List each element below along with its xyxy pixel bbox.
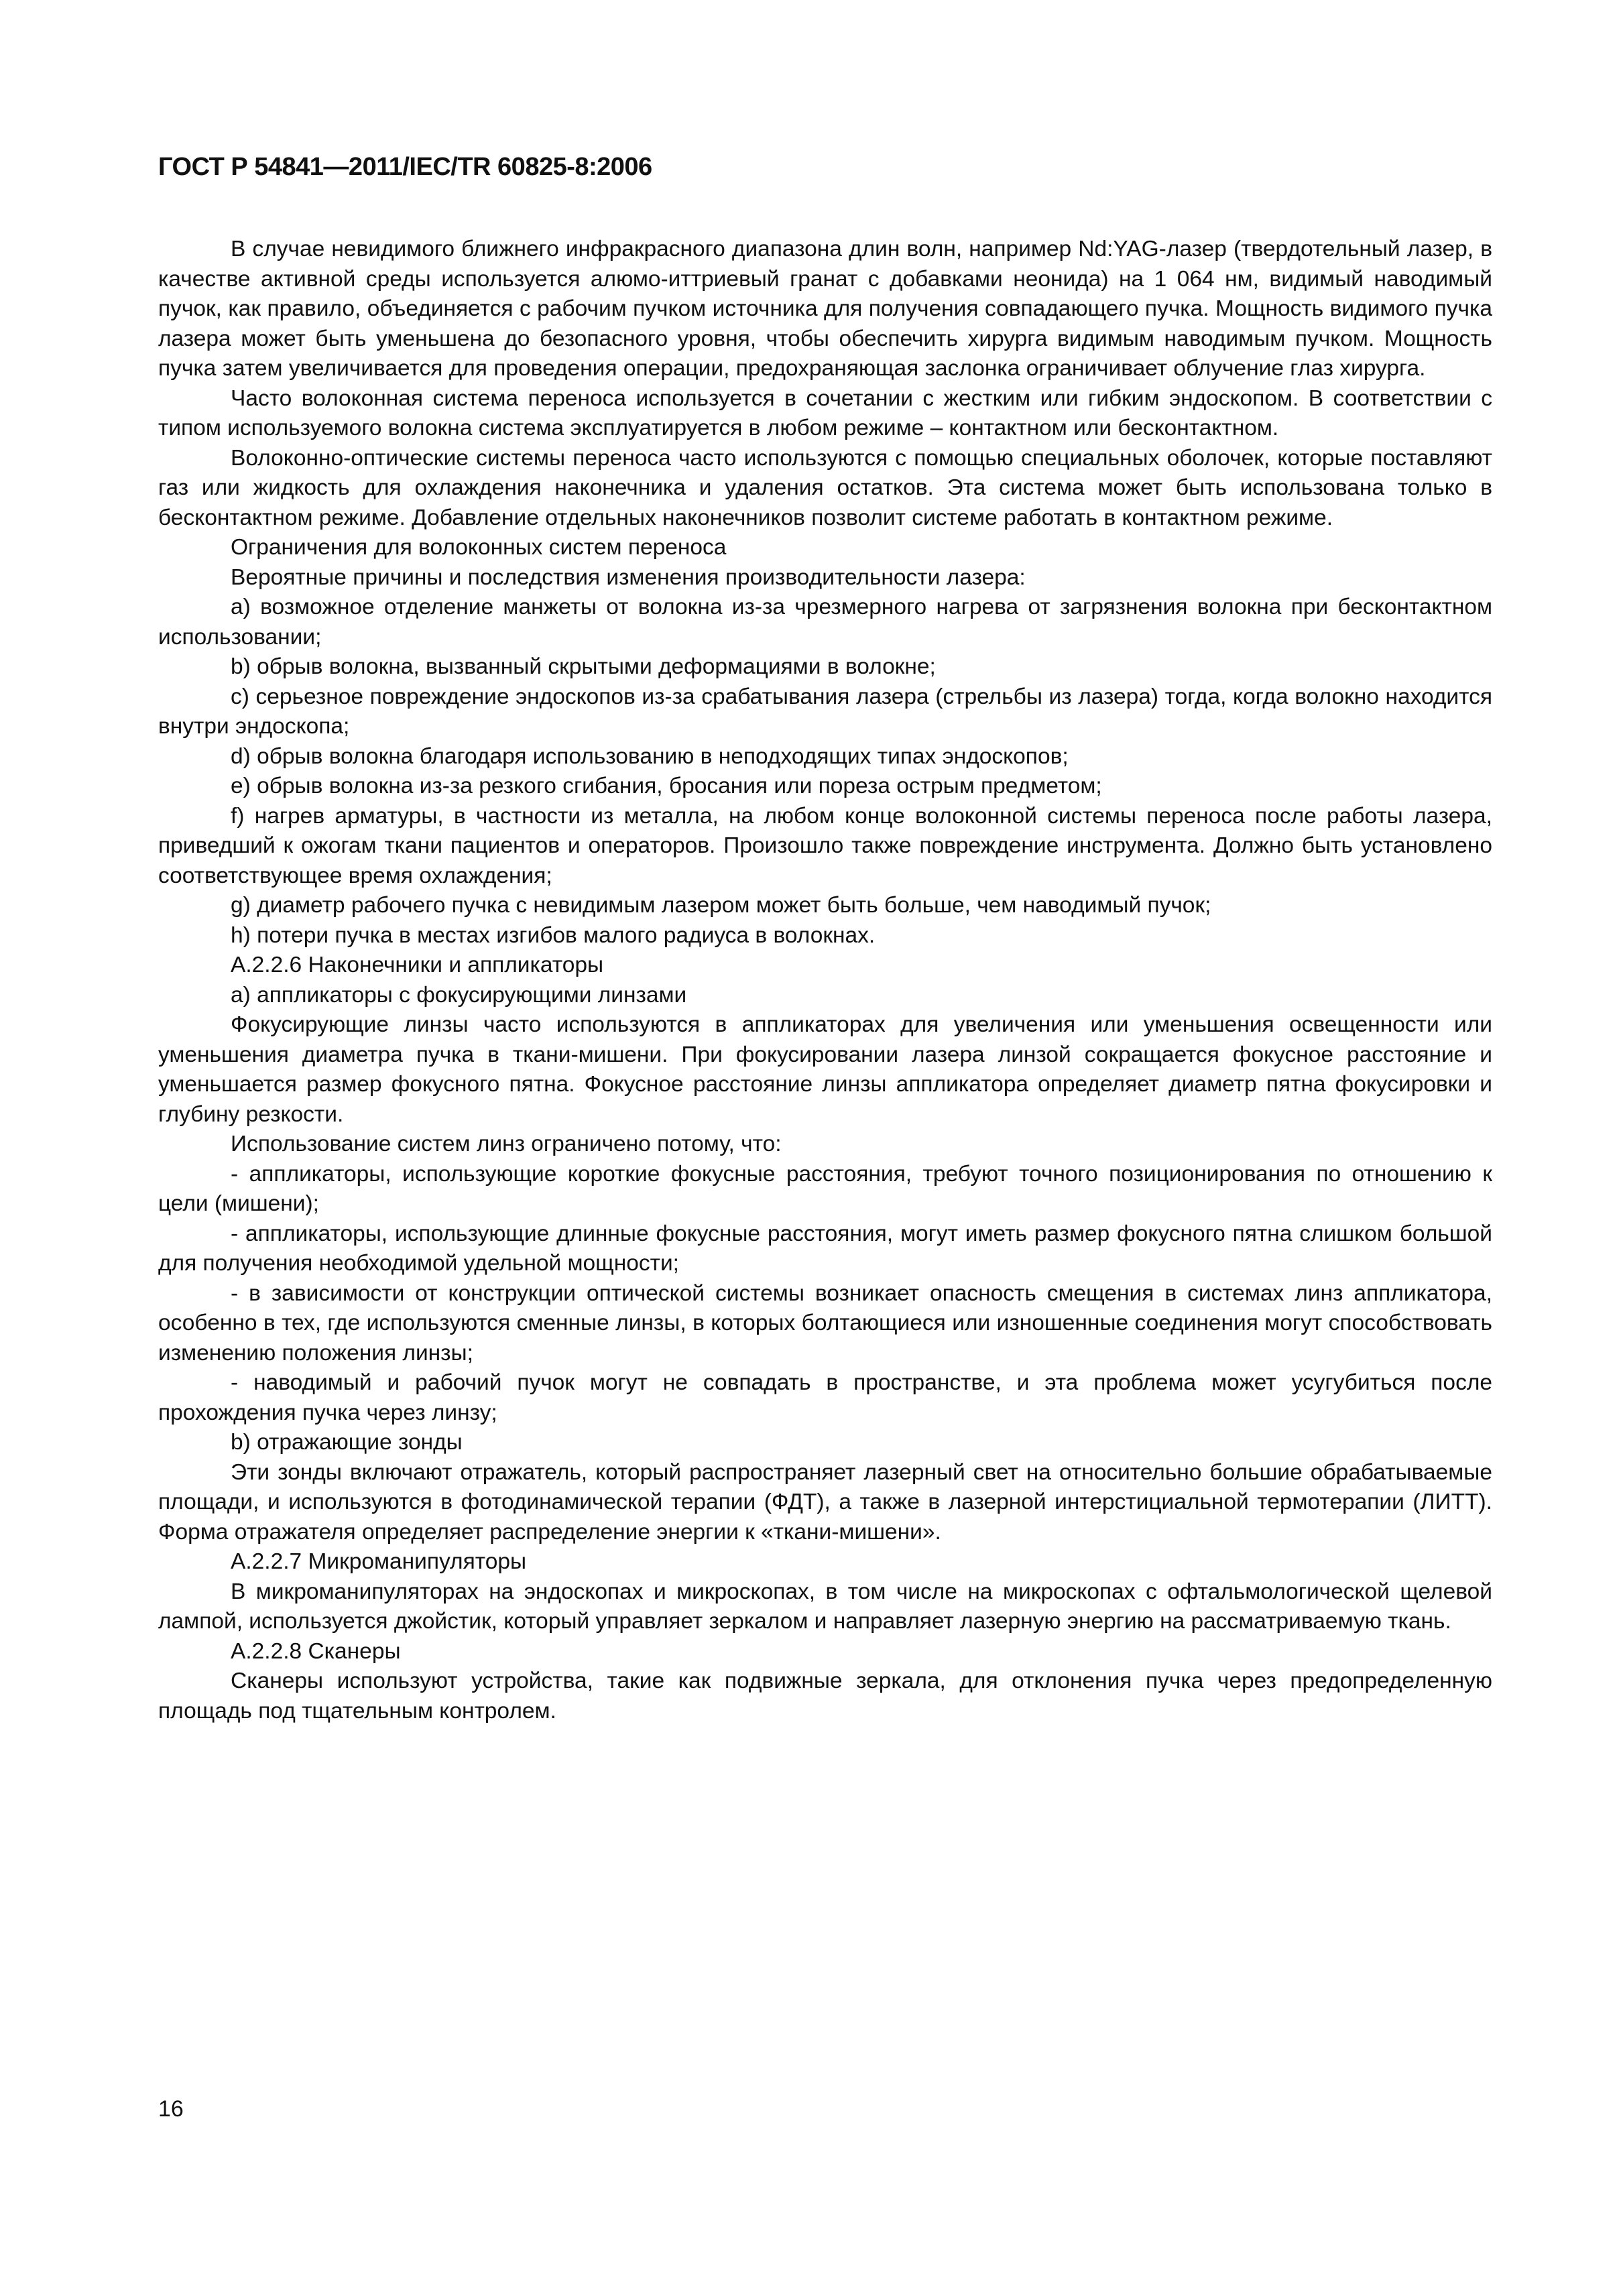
paragraph-focusing-lenses: Фокусирующие линзы часто используются в аппликаторах для увеличения или уменьшения освещенности или уменьшения диаметра пучка в ткани-мишени. При фокусировании лазера линзой сокращается фокусное расстояние и уменьшается размер фокусного пятна. Фокусное расстояние линзы аппликатора определяет диаметр пятна фокусировки и глубину резкости. [158, 1012, 1492, 1127]
list-item-d: d) обрыв волокна благодаря использованию в неподходящих типах эндоскопов; [231, 743, 1069, 769]
list-item-b: b) обрыв волокна, вызванный скрытыми деформациями в волокне; [231, 654, 936, 679]
list-item-c: c) серьезное повреждение эндоскопов из-за срабатывания лазера (стрельбы из лазера) тогда, когда волокно находится внутри эндоскопа; [158, 684, 1492, 739]
dash-item-beam-mismatch: - наводимый и рабочий пучок могут не совпадать в пространстве, и эта проблема может усугубиться после прохождения пучка через линзу; [158, 1370, 1492, 1425]
list-item-e: e) обрыв волокна из-за резкого сгибания, бросания или пореза острым предметом; [231, 774, 1102, 798]
list-item-g: g) диаметр рабочего пучка с невидимым лазером может быть больше, чем наводимый пучок; [231, 893, 1211, 918]
paragraph-micromanipulators: В микроманипуляторах на эндоскопах и микроскопах, в том числе на микроскопах с офтальмологической щелевой лампой, используется джойстик, который управляет зеркалом и направляет лазерную энергию на рассматриваемую ткань. [158, 1579, 1492, 1634]
section-heading-a227: A.2.2.7 Микроманипуляторы [231, 1549, 527, 1574]
document-header: ГОСТ Р 54841—2011/IEC/TR 60825-8:2006 [158, 153, 652, 181]
paragraph-reflective-probes: Эти зонды включают отражатель, который распространяет лазерный свет на относительно большие обрабатываемые площади, и используются в фотодинамической терапии (ФДТ), а также в лазерной интерстициальной термотерапии (ЛИТТ). Форма отражателя определяет распределение энергии к «ткани-мишени». [158, 1459, 1492, 1545]
subheading-reflective-probes: b) отражающие зонды [231, 1430, 463, 1455]
section-heading-a228: A.2.2.8 Сканеры [231, 1638, 401, 1664]
paragraph-probable-causes: Вероятные причины и последствия изменения производительности лазера: [231, 564, 1026, 590]
list-item-a: a) возможное отделение манжеты от волокна из-за чрезмерного нагрева от загрязнения волокна при бесконтактном использовании; [158, 595, 1492, 650]
subheading-focusing-applicators: a) аппликаторы с фокусирующими линзами [231, 982, 687, 1008]
dash-item-optical-shift: - в зависимости от конструкции оптической системы возникает опасность смещения в системах линз аппликатора, особенно в тех, где используются сменные линзы, в которых болтающиеся или изношенные соединения могут способствовать изменению положения линзы; [158, 1280, 1492, 1366]
dash-item-long-focus: - аппликаторы, использующие длинные фокусные расстояния, могут иметь размер фокусного пятна слишком большой для получения необходимой удельной мощности; [158, 1221, 1492, 1276]
paragraph-lens-limitations: Использование систем линз ограничено потому, что: [231, 1132, 782, 1156]
document-body [158, 235, 1492, 1726]
dash-item-short-focus: - аппликаторы, использующие короткие фокусные расстояния, требуют точного позиционирования по отношению к цели (мишени); [158, 1161, 1492, 1216]
list-item-h: h) потери пучка в местах изгибов малого радиуса в волокнах. [231, 922, 876, 948]
paragraph-fiber-optic-sheaths: Волоконно-оптические системы переноса часто используются с помощью специальных оболочек, которые поставляют газ или жидкость для охлаждения наконечника и удаления остатков. Эта система может быть использована только в бесконтактном режиме. Добавление отдельных наконечников позволит системе работать в контактном режиме. [158, 445, 1492, 530]
list-item-f: f) нагрев арматуры, в частности из металла, на любом конце волоконной системы переноса после работы лазера, приведший к ожогам ткани пациентов и операторов. Произошло также повреждение инструмента. Должно быть установлено соответствующее время охлаждения; [158, 803, 1492, 888]
paragraph-fiber-limitations-heading: Ограничения для волоконных систем переноса [231, 535, 727, 560]
page-number: 16 [158, 2096, 184, 2122]
paragraph-scanners: Сканеры используют устройства, такие как подвижные зеркала, для отклонения пучка через предопределенную площадь под тщательным контролем. [158, 1669, 1492, 1724]
section-heading-a226: A.2.2.6 Наконечники и аппликаторы [231, 953, 604, 977]
paragraph-nd-yag-laser: В случае невидимого ближнего инфракрасного диапазона длин волн, например Nd:YAG-лазер (твердотельный лазер, в качестве активной среды используется алюмо-иттриевый гранат с добавками неонида) на 1 064 нм, видимый наводимый пучок, как правило, объединяется с рабочим пучком источника для получения совпадающего пучка. Мощность видимого пучка лазера может быть уменьшена до безопасного уровня, чтобы обеспечить хирурга видимым наводимым пучком. Мощность пучка затем увеличивается для проведения операции, предохраняющая заслонка ограничивает облучение глаз хирурга. [158, 237, 1492, 381]
paragraph-fiber-endoscope: Часто волоконная система переноса используется в сочетании с жестким или гибким эндоскопом. В соответствии с типом используемого волокна система эксплуатируется в любом режиме – контактном или бесконтактном. [158, 385, 1492, 440]
